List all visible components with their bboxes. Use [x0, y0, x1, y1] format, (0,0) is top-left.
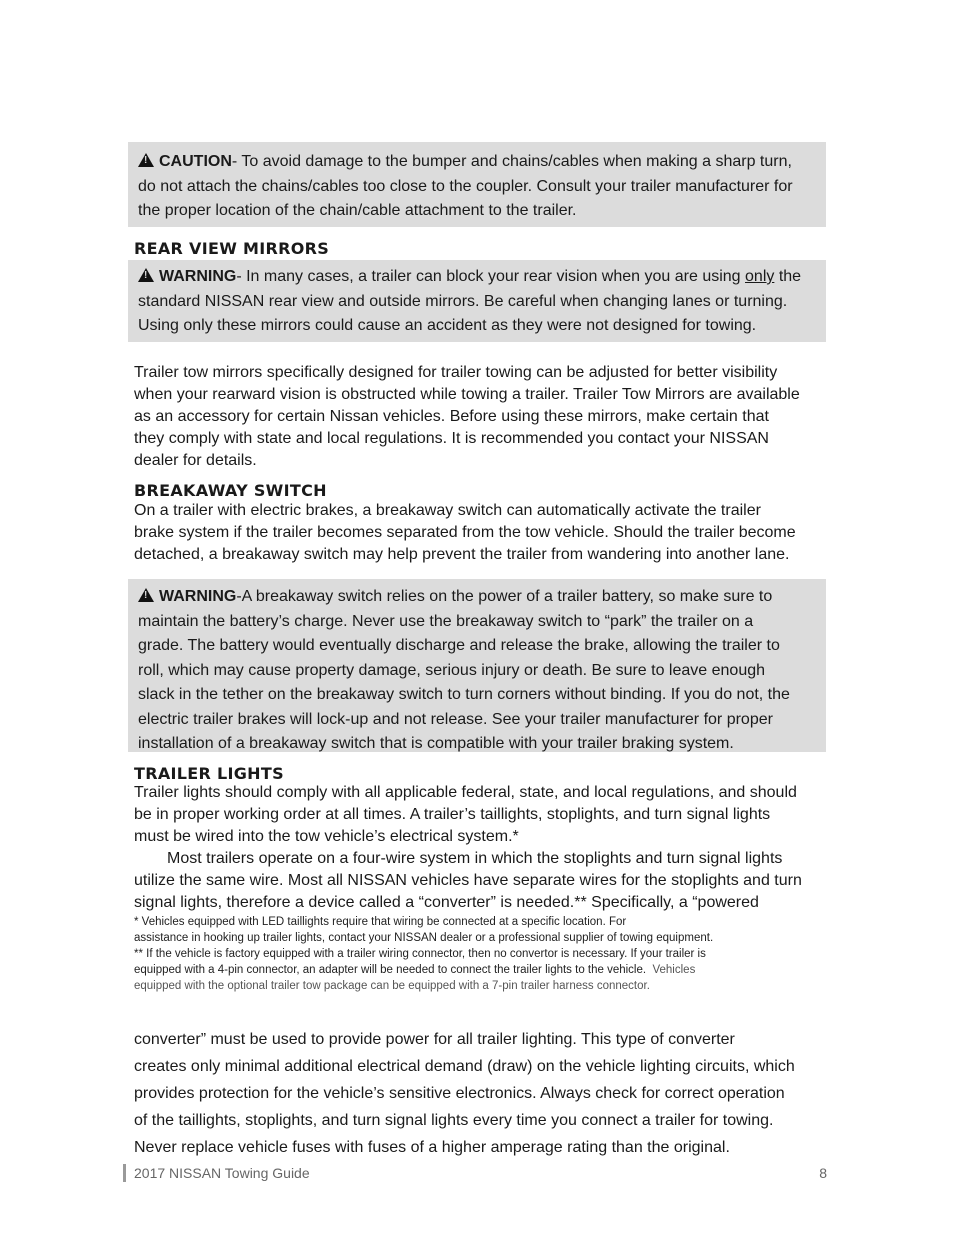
- rear-view-warning-line-3: Using only these mirrors could cause an accident as they were not designed for towing.: [138, 317, 757, 334]
- warning-triangle-icon: [138, 153, 154, 167]
- warning-triangle-icon: [138, 268, 154, 282]
- warning-label: WARNING: [159, 268, 237, 285]
- trailer-lights-continued: converter” must be used to provide power for all trailer lighting. This type of converter creates only minimal additional electrical demand (draw) on the vehicle lighting circuits, which provides protection for the vehicle’s sensitive electronics. Always check for correct operation of the taillights, stoplights, and turn signal lights every time you connect a trailer for towing. Never replace vehicle fuses with fuses of a higher amperage rating than the original.: [134, 1031, 795, 1156]
- heading-trailer-lights: TRAILER LIGHTS: [134, 764, 284, 783]
- footnotes: * Vehicles equipped with LED taillights require that wiring be connected at a specific location. For assistance in hooking up trailer lights, contact your NISSAN dealer or a professional supplier of towing equipment. ** If the vehicle is factory equipped with a trailer wiring connector, then no convertor is necessary. If your trailer is equipped with a 4-pin connector, an adapter will be needed to connect the trailer lights to the vehicle. Vehicles equipped with the optional trailer tow package can be equipped with a 7-pin trailer harness connector.: [134, 916, 714, 992]
- caution-line-1: !CAUTION- To avoid damage to the bumper and chains/cables when making a sharp turn,: [138, 150, 826, 175]
- caution-line-2: do not attach the chains/cables too close to the coupler. Consult your trailer manufacturer for: [138, 177, 793, 195]
- page-number: 8: [819, 1165, 827, 1181]
- rear-view-body: Trailer tow mirrors specifically designed for trailer towing can be adjusted for better visibility when your rearward vision is obstructed while towing a trailer. Trailer Tow Mirrors are available as an accessory for certain Nissan vehicles. Before using these mirrors, make certain that they comply with state and local regulations. It is recommended you contact your NISSAN dealer for details.: [134, 364, 800, 469]
- breakaway-warning-box: !WARNING-A breakaway switch relies on the power of a trailer battery, so make sure to maintain the battery’s charge. Never use the breakaway switch to “park” the trailer on a grade. The battery would eventually discharge and release the brake, allowing the trailer to roll, which may cause property damage, serious injury or death. Be sure to leave enough slack in the tether on the breakaway switch to turn corners without binding. If you do not, the electric trailer brakes will lock-up and not release. See your trailer manufacturer for proper installation of a breakaway switch that is compatible with your trailer braking system.: [128, 579, 826, 752]
- rear-view-warning-line-1: !WARNING- In many cases, a trailer can block your rear vision when you are using only the: [138, 265, 826, 290]
- rear-view-warning-box: [128, 260, 826, 342]
- breakaway-warning-line-1: !WARNING-A breakaway switch relies on the power of a trailer battery, so make sure to: [138, 585, 826, 610]
- warning-triangle-icon: [138, 588, 154, 602]
- caution-box: [128, 142, 826, 227]
- breakaway-body: On a trailer with electric brakes, a breakaway switch can automatically activate the trailer brake system if the trailer becomes separated from the tow vehicle. Should the trailer become detached, a breakaway switch may help prevent the trailer from wandering into another lane.: [134, 502, 796, 563]
- caution-line-3: the proper location of the chain/cable attachment to the trailer.: [138, 202, 577, 219]
- caution-label: CAUTION: [159, 153, 232, 170]
- page-footer: [123, 1163, 827, 1183]
- warning-label: WARNING: [159, 588, 237, 605]
- footer-title: 2017 NISSAN Towing Guide: [134, 1165, 310, 1181]
- footer-bar: [123, 1164, 126, 1182]
- heading-rear-view-mirrors: REAR VIEW MIRRORS: [134, 239, 330, 258]
- rear-view-warning-line-2: standard NISSAN rear view and outside mirrors. Be careful when changing lanes or turning.: [138, 292, 788, 310]
- heading-breakaway-switch: BREAKAWAY SWITCH: [134, 481, 327, 500]
- trailer-lights-body: Trailer lights should comply with all applicable federal, state, and local regulations, and should be in proper working order at all times. A trailer’s taillights, stoplights, and turn signal lights must be wired into the tow vehicle’s electrical system.* Most trailers operate on a four-wire system in which the stoplights and turn signal lights utilize the same wire. Most all NISSAN vehicles have separate wires for the stoplights and turn signal lights, therefore a device called a “converter” is needed.** Specifically, a “powered: [134, 784, 802, 911]
